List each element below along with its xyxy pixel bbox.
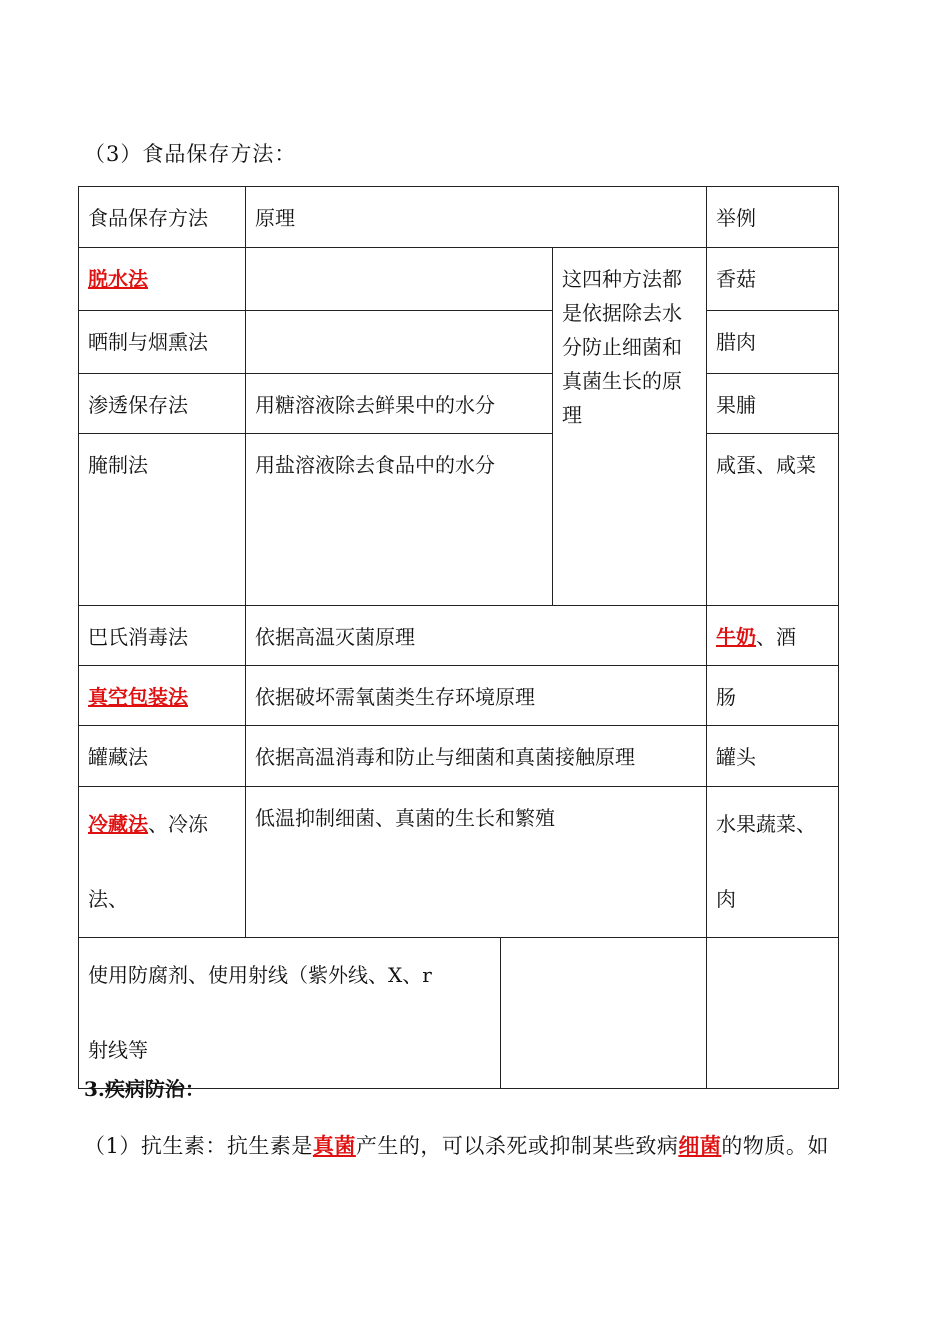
method-cell: 晒制与烟熏法 xyxy=(79,311,246,374)
principle-cell: 用盐溶液除去食品中的水分 xyxy=(246,434,553,606)
last-row-method-cell xyxy=(79,938,501,1089)
table-header-row xyxy=(79,187,839,248)
merged-line: 分防止细菌和 xyxy=(562,335,682,359)
last-row-principle-cell xyxy=(501,938,707,1089)
example-cell: 果脯 xyxy=(707,374,839,434)
example-cell xyxy=(707,606,839,666)
example-cell xyxy=(707,787,839,938)
last-row-example-cell xyxy=(707,938,839,1089)
example-line1: 水果蔬菜、 xyxy=(716,812,817,836)
merged-principle-cell xyxy=(553,248,707,606)
example-cell: 咸蛋、咸菜 xyxy=(707,434,839,606)
method-highlight: 真空包装法 xyxy=(88,685,188,709)
table-row xyxy=(79,666,839,726)
method-cell: 渗透保存法 xyxy=(79,374,246,434)
principle-cell xyxy=(246,248,553,311)
principle-cell: 用糖溶液除去鲜果中的水分 xyxy=(246,374,553,434)
para-prefix: （1）抗生素：抗生素是 xyxy=(84,1134,313,1158)
section-title: 3.疾病防治： xyxy=(84,1077,205,1101)
table-row xyxy=(79,726,839,787)
merged-line: 真菌生长的原 xyxy=(562,369,682,393)
merged-line: 这四种方法都 xyxy=(562,267,682,291)
header-method: 食品保存方法 xyxy=(79,187,246,248)
example-rest: 、酒 xyxy=(756,625,797,649)
example-cell: 肠 xyxy=(707,666,839,726)
example-highlight: 牛奶 xyxy=(716,625,757,649)
table-row xyxy=(79,606,839,666)
antibiotic-paragraph xyxy=(84,1130,829,1160)
header-principle: 原理 xyxy=(246,187,707,248)
method-cell xyxy=(79,248,246,311)
section-heading: （3）食品保存方法： xyxy=(84,142,297,166)
merged-line: 理 xyxy=(562,403,582,427)
method-highlight: 冷藏法 xyxy=(88,812,148,836)
para-highlight-bacteria: 细菌 xyxy=(678,1133,722,1158)
principle-cell: 依据高温消毒和防止与细菌和真菌接触原理 xyxy=(246,726,707,787)
method-cell xyxy=(79,666,246,726)
last-row-line1: 使用防腐剂、使用射线（紫外线、X、r xyxy=(88,963,432,987)
method-rest-line2: 法、 xyxy=(88,887,128,911)
table-row xyxy=(79,938,839,1089)
table-row xyxy=(79,311,839,374)
table-row xyxy=(79,434,839,606)
para-mid: 产生的，可以杀死或抑制某些致病 xyxy=(355,1134,679,1158)
last-row-line2: 射线等 xyxy=(88,1038,148,1062)
method-cell xyxy=(79,787,246,938)
method-highlight: 脱水法 xyxy=(88,267,148,291)
header-example: 举例 xyxy=(707,187,839,248)
principle-cell xyxy=(246,311,553,374)
example-cell: 腊肉 xyxy=(707,311,839,374)
table-row xyxy=(79,248,839,311)
method-rest: 、冷冻 xyxy=(148,812,208,836)
merged-line: 是依据除去水 xyxy=(562,301,682,325)
example-line2: 肉 xyxy=(716,887,737,911)
food-preservation-table xyxy=(78,186,839,1089)
method-cell: 罐藏法 xyxy=(79,726,246,787)
para-highlight-fungi: 真菌 xyxy=(312,1133,356,1158)
principle-cell: 低温抑制细菌、真菌的生长和繁殖 xyxy=(246,787,707,938)
method-cell: 巴氏消毒法 xyxy=(79,606,246,666)
para-suffix: 的物质。如 xyxy=(721,1134,829,1158)
example-cell: 香菇 xyxy=(707,248,839,311)
table-row xyxy=(79,787,839,938)
principle-cell: 依据破坏需氧菌类生存环境原理 xyxy=(246,666,707,726)
table-row xyxy=(79,374,839,434)
example-cell: 罐头 xyxy=(707,726,839,787)
principle-cell: 依据高温灭菌原理 xyxy=(246,606,707,666)
method-cell: 腌制法 xyxy=(79,434,246,606)
